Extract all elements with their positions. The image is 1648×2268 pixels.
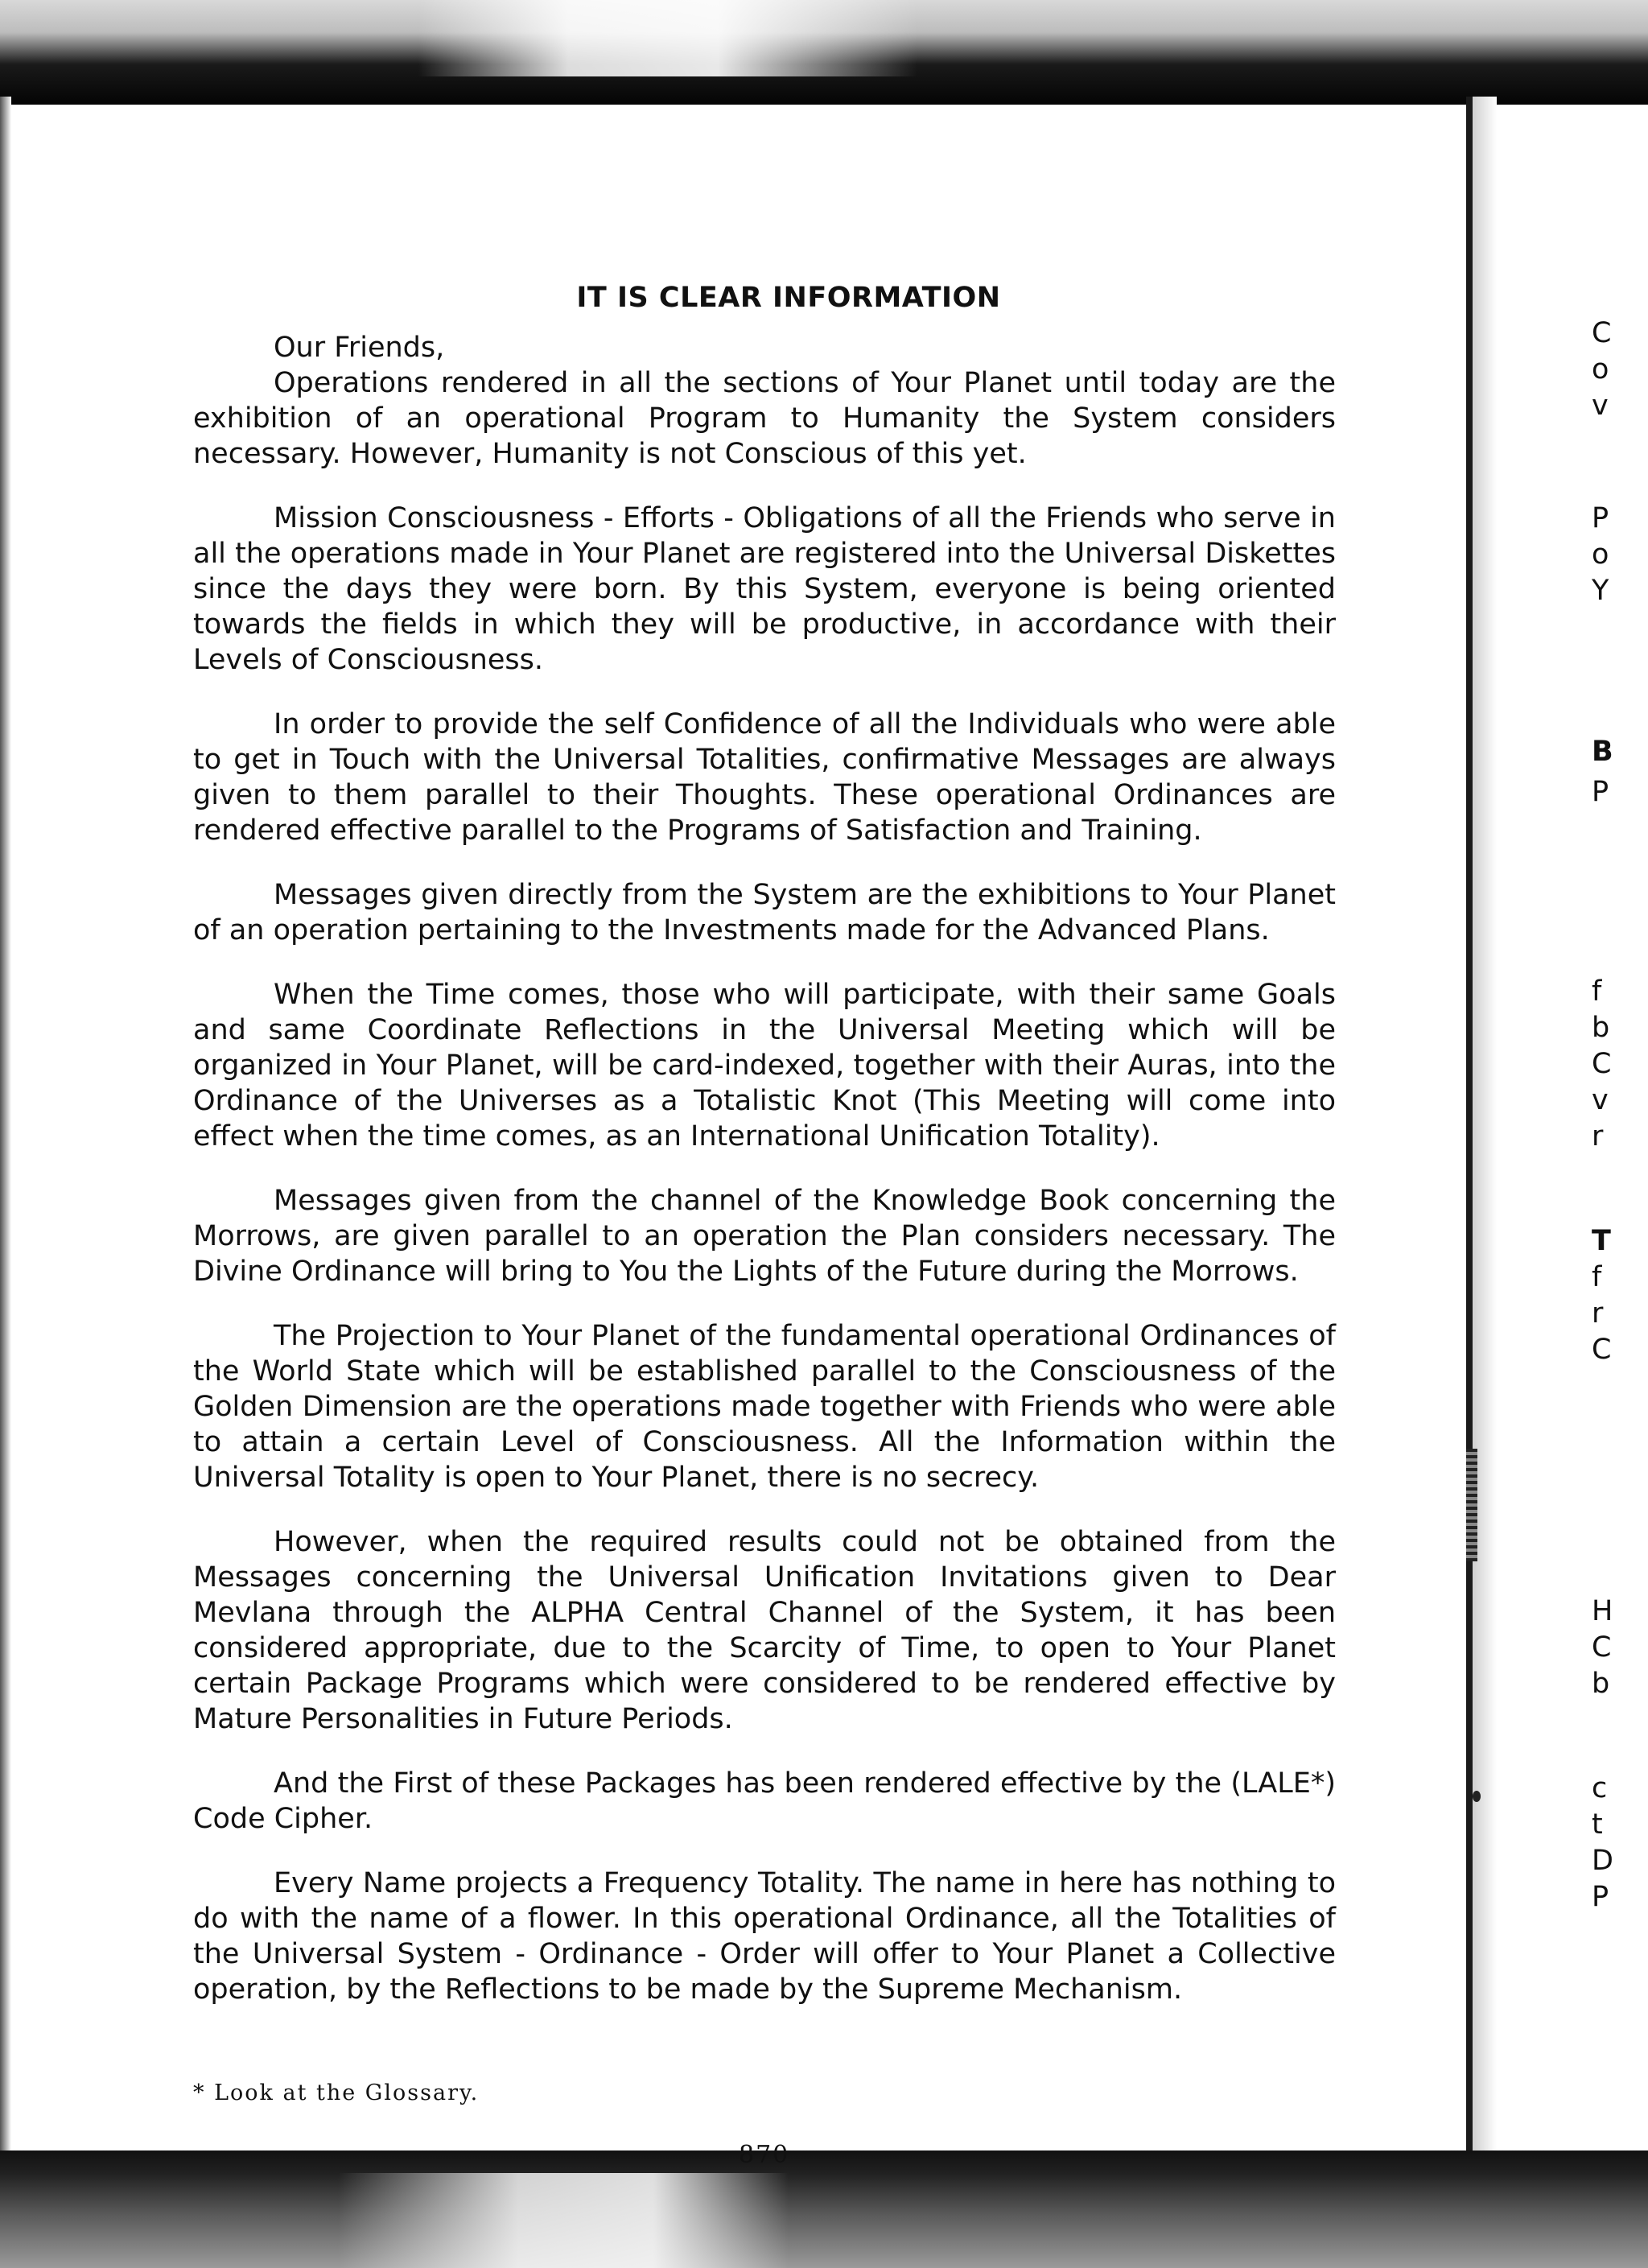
opposite-page-fragment: v [1592,390,1609,422]
paragraph-4: Messages given directly from the System are the exhibitions to Your Planet of an operation pertaining to the Investments made for the Advanced Plans. [193,879,1336,946]
page-number: 870 [739,2141,790,2169]
opposite-page-fragment: D [1592,1845,1613,1877]
opposite-page-fragment: H [1592,1595,1613,1627]
opposite-page-fragment: P [1592,502,1609,534]
opposite-page-fragment: C [1592,1334,1612,1366]
paragraph-1: Operations rendered in all the sections of Your Planet until today are the exhibition of an operational Program to Humanity the System considers necessary. However, Humanity is not Conscious of this yet. [193,367,1336,470]
paragraph-6: Messages given from the channel of the Knowledge Book concerning the Morrows, are given parallel to an operation the Plan considers necessary. The Divine Ordinance will bring to You the Lights of the Future during the Morrows. [193,1185,1336,1288]
opposite-page-fragment: C [1592,317,1612,349]
opposite-page-fragment: o [1592,538,1609,571]
salutation: Our Friends, [274,332,445,364]
scan-bottom-shadow [0,2150,1648,2268]
gutter-shade [1473,97,1497,2157]
page-left-edge [0,97,11,2157]
margin-scan-mark [1466,1449,1477,1561]
opposite-page-fragment: v [1592,1084,1609,1116]
opposite-page-fragment: t [1592,1808,1603,1841]
opposite-page-fragment: o [1592,353,1609,386]
paragraph-9: And the First of these Packages has been rendered effective by the (LALE*) Code Cipher. [193,1767,1336,1835]
opposite-page-fragment: r [1592,1120,1604,1153]
opposite-page-fragment: C [1592,1048,1612,1080]
opposite-page-fragment: b [1592,1012,1610,1044]
opposite-page-fragment: f [1592,1261,1602,1293]
paragraph-7: The Projection to Your Planet of the fundamental operational Ordinances of the World State which will be established parallel to the Consciousness of the Golden Dimension are the operations made together with Friends who were able to attain a certain Level of Consciousness. All the Information within the Universal Totality is open to Your Planet, there is no secrecy. [193,1320,1336,1494]
scan-top-glare [418,0,917,76]
scan-bottom-glare [338,2173,789,2268]
book-gutter [1466,97,1473,2157]
opposite-page-fragment: P [1592,776,1609,808]
paragraph-8: However, when the required results could not be obtained from the Messages concerning the Universal Unification Invitations given to Dear Mevlana through the ALPHA Central Channel of the System, it has been considered appropriate, due to the Scarcity of Time, to open to Your Planet certain Package Programs which were considered to be rendered effective by Mature Personalities in Future Periods. [193,1526,1336,1735]
paragraph-5: When the Time comes, those who will participate, with their same Goals and same Coordinate Reflections in the Universal Meeting which will be organized in Your Planet, will be card-indexed, together with their Auras, into the Ordinance of the Universes as a Totalistic Knot (This Meeting will come into effect when the time comes, as an International Unification Totality). [193,979,1336,1153]
paragraph-2: Mission Consciousness - Efforts - Obligations of all the Friends who serve in all the operations made in Your Planet are registered into the Universal Diskettes since the days they were born. By this System, everyone is being oriented towards the fields in which they will be productive, in accordance with their Levels of Consciousness. [193,502,1336,676]
opposite-page-fragment: Y [1592,575,1609,607]
page-title: IT IS CLEAR INFORMATION [576,282,1001,314]
opposite-page-fragment: P [1592,1881,1609,1913]
opposite-page-fragment: B [1592,736,1613,768]
opposite-page-fragment: f [1592,975,1602,1008]
opposite-page-fragment: c [1592,1772,1608,1804]
paragraph-3: In order to provide the self Confidence of all the Individuals who were able to get in Touch with the Universal Totalities, confirmative Messages are always given to them parallel to their Thoughts. These operational Ordinances are rendered effective parallel to the Programs of Satisfaction and Training. [193,708,1336,847]
footnote: * Look at the Glossary. [193,2080,480,2105]
margin-scan-dot [1473,1791,1481,1802]
paragraph-10: Every Name projects a Frequency Totality. The name in here has nothing to do with the name of a flower. In this operational Ordinance, all the Totalities of the Universal System - Ordinance - Order will offer to Your Planet a Collective operation, by the Reflections to be made by the Supreme Mechanism. [193,1867,1336,2006]
opposite-page-fragment: b [1592,1668,1610,1700]
opposite-page-fragment: r [1592,1297,1604,1330]
opposite-page-fragment: T [1592,1225,1611,1257]
opposite-page-fragment: C [1592,1631,1612,1664]
page-content [193,282,1336,2036]
